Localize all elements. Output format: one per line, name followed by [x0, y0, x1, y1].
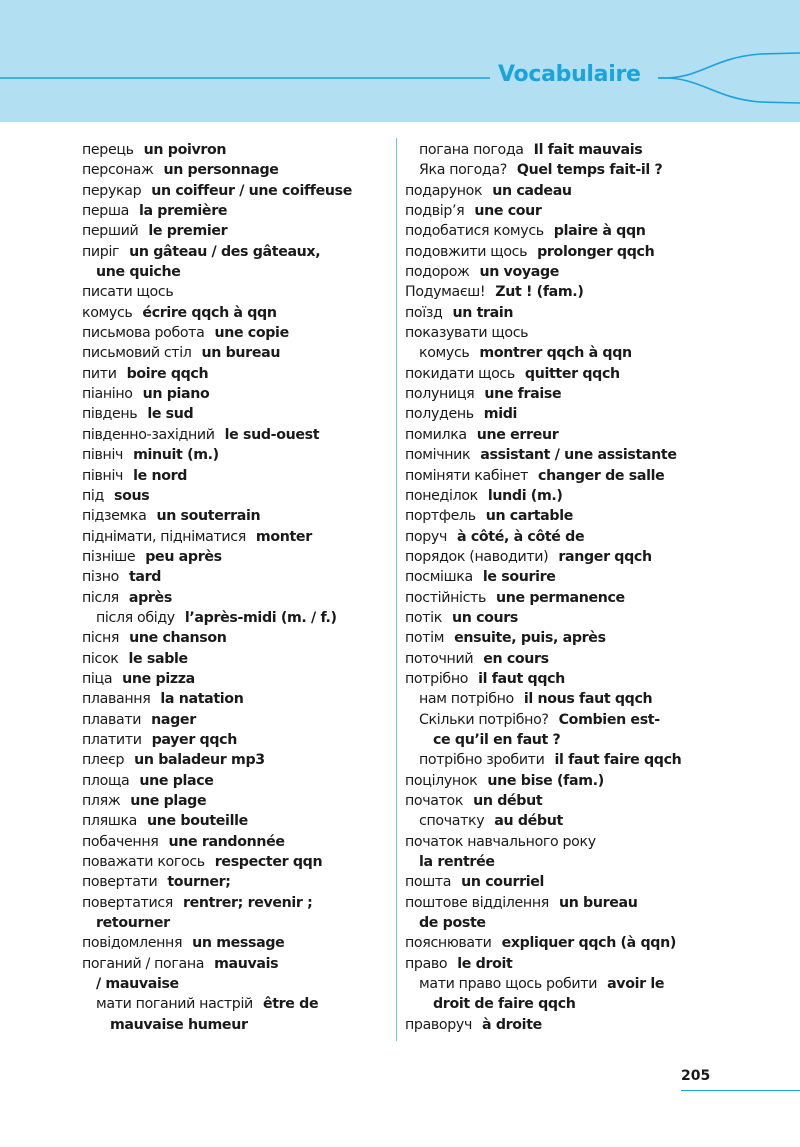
vocab-entry — [405, 994, 725, 1014]
vocab-entry — [405, 771, 725, 791]
french-term: une fraise — [484, 386, 562, 403]
vocab-entry — [405, 791, 725, 811]
ukrainian-term: перший — [82, 223, 139, 240]
vocab-entry — [82, 425, 392, 445]
vocab-entry — [82, 994, 392, 1014]
vocab-entry — [405, 364, 725, 384]
ukrainian-term: пісня — [82, 630, 120, 647]
vocab-entry — [82, 750, 392, 770]
ukrainian-term: пізніше — [82, 548, 136, 565]
vocab-entry — [405, 425, 725, 445]
vocab-entry — [82, 872, 392, 892]
french-term: un personnage — [163, 162, 279, 179]
ukrainian-term: порядок (наводити) — [405, 548, 549, 565]
vocab-entry — [82, 303, 392, 323]
ukrainian-term: піаніно — [82, 386, 133, 403]
ukrainian-term: північ — [82, 467, 124, 484]
french-term: expliquer qqch (à qqn) — [501, 935, 676, 952]
ukrainian-term: показувати щось — [405, 325, 529, 342]
french-term: l’après-midi (m. / f.) — [184, 609, 337, 626]
ukrainian-term: полуниця — [405, 386, 475, 403]
french-term: minuit (m.) — [133, 447, 219, 464]
vocab-entry — [82, 160, 392, 180]
vocab-entry — [405, 384, 725, 404]
french-term: il nous faut qqch — [523, 691, 653, 708]
french-term: droit de faire qqch — [433, 996, 576, 1013]
french-term: une copie — [214, 325, 289, 342]
french-term: un message — [192, 935, 285, 952]
vocab-entry — [82, 486, 392, 506]
ukrainian-term: праворуч — [405, 1016, 473, 1033]
vocab-entry — [82, 384, 392, 404]
french-term: une randonnée — [168, 833, 285, 850]
ukrainian-term: потрібно зробити — [419, 752, 545, 769]
french-term: être de — [262, 996, 319, 1013]
french-term: nager — [151, 711, 196, 728]
vocab-entry — [82, 608, 392, 628]
vocab-entry — [82, 466, 392, 486]
ukrainian-term: поганий / погана — [82, 955, 205, 972]
french-term: à côté, à côté de — [457, 528, 585, 545]
vocab-entry — [405, 567, 725, 587]
vocab-entry — [405, 872, 725, 892]
vocab-entry — [82, 282, 392, 302]
ukrainian-term: південно-західний — [82, 426, 215, 443]
ukrainian-term: після обіду — [96, 609, 175, 626]
french-term: monter — [255, 528, 312, 545]
french-term: à droite — [482, 1016, 542, 1033]
french-term: assistant / une assistante — [480, 447, 677, 464]
ukrainian-term: пиріг — [82, 243, 120, 260]
french-term: un piano — [142, 386, 210, 403]
ukrainian-term: повертати — [82, 874, 158, 891]
vocab-entry — [82, 933, 392, 953]
vocab-entry — [405, 303, 725, 323]
ukrainian-term: Яка погода? — [419, 162, 507, 179]
ukrainian-term: перукар — [82, 182, 142, 199]
french-term: une erreur — [476, 426, 559, 443]
vocab-entry — [405, 933, 725, 953]
french-term: de poste — [419, 915, 486, 932]
ukrainian-term: початок — [405, 793, 464, 809]
french-term: un coiffeur / une coiffeuse — [151, 182, 352, 199]
ukrainian-term: покидати щось — [405, 365, 515, 382]
french-term: un train — [452, 304, 514, 321]
vocab-entry — [405, 221, 725, 241]
vocab-entry — [82, 506, 392, 526]
vocab-column-left — [82, 140, 392, 1035]
french-term: après — [128, 589, 172, 606]
ukrainian-term: право — [405, 955, 448, 972]
ukrainian-term: підземка — [82, 508, 147, 525]
french-term: il faut faire qqch — [554, 752, 682, 769]
vocab-entry — [405, 547, 725, 567]
ukrainian-term: мати право щось робити — [419, 976, 598, 993]
ukrainian-term: плавання — [82, 691, 151, 708]
french-term: ensuite, puis, après — [454, 630, 606, 647]
vocab-entry — [405, 913, 725, 933]
french-term: un cartable — [485, 508, 573, 525]
vocab-entry — [405, 262, 725, 282]
ukrainian-term: пояснювати — [405, 935, 492, 952]
ukrainian-term: пити — [82, 365, 117, 382]
page-number: 205 — [681, 1068, 711, 1084]
vocab-entry — [82, 201, 392, 221]
ukrainian-term: письмовий стіл — [82, 345, 192, 362]
vocab-entry — [82, 527, 392, 547]
french-term: le sud — [147, 406, 194, 423]
french-term: un baladeur mp3 — [134, 752, 265, 769]
vocab-entry — [405, 588, 725, 608]
french-term: le sud-ouest — [224, 426, 320, 443]
vocab-entry — [405, 201, 725, 221]
ukrainian-term: полудень — [405, 406, 474, 423]
vocab-entry — [82, 730, 392, 750]
french-term: un bureau — [558, 894, 638, 911]
ukrainian-term: пляж — [82, 793, 121, 809]
french-term: mauvais — [214, 955, 279, 972]
vocab-entry — [405, 811, 725, 831]
ukrainian-term: платити — [82, 731, 142, 748]
header-banner — [0, 0, 800, 122]
ukrainian-term: нам потрібно — [419, 691, 514, 708]
french-term: une chanson — [129, 630, 227, 647]
french-term: lundi (m.) — [487, 487, 563, 504]
french-term: le sable — [128, 650, 188, 667]
vocab-entry — [405, 160, 725, 180]
french-term: boire qqch — [126, 365, 209, 382]
french-term: la première — [138, 203, 228, 220]
vocab-entry — [82, 852, 392, 872]
ukrainian-term: після — [82, 589, 119, 606]
vocab-entry — [82, 974, 392, 994]
vocab-entry — [405, 710, 725, 730]
vocab-entry — [405, 628, 725, 648]
vocab-entry — [82, 832, 392, 852]
vocab-entry — [82, 771, 392, 791]
page-title: Vocabulaire — [498, 62, 641, 87]
ukrainian-term: комусь — [419, 345, 470, 362]
french-term: une place — [139, 772, 214, 789]
french-term: écrire qqch à qqn — [142, 304, 277, 321]
french-term: une pizza — [122, 670, 195, 687]
ukrainian-term: Скільки потрібно? — [419, 711, 549, 728]
page-number-rule — [681, 1090, 800, 1091]
vocab-entry — [405, 323, 725, 343]
ukrainian-term: поїзд — [405, 304, 443, 321]
french-term: Il fait mauvais — [533, 142, 643, 158]
vocab-entry — [405, 527, 725, 547]
vocab-entry — [82, 567, 392, 587]
french-term: une bouteille — [147, 813, 248, 830]
ukrainian-term: посмішка — [405, 569, 473, 586]
ukrainian-term: комусь — [82, 304, 133, 321]
ukrainian-term: письмова робота — [82, 325, 205, 342]
french-term: une permanence — [495, 589, 625, 606]
french-term: Zut ! (fam.) — [495, 284, 584, 301]
ukrainian-term: північ — [82, 447, 124, 464]
ukrainian-term: поважати когось — [82, 854, 205, 871]
ukrainian-term: поточний — [405, 650, 474, 667]
ukrainian-term: під — [82, 487, 104, 504]
ukrainian-term: писати щось — [82, 284, 174, 301]
paddle-decoration-icon — [0, 0, 800, 122]
vocab-entry — [82, 262, 392, 282]
french-term: le droit — [457, 955, 513, 972]
vocab-entry — [82, 689, 392, 709]
vocab-entry — [405, 954, 725, 974]
ukrainian-term: постійність — [405, 589, 486, 606]
vocab-entry — [405, 343, 725, 363]
ukrainian-term: мати поганий настрій — [96, 996, 253, 1013]
vocab-entry — [405, 1015, 725, 1035]
ukrainian-term: спочатку — [419, 813, 485, 830]
ukrainian-term: потрібно — [405, 670, 469, 687]
vocab-entry — [82, 649, 392, 669]
french-term: tard — [128, 569, 162, 586]
french-term: / mauvaise — [96, 976, 179, 993]
vocab-entry — [405, 282, 725, 302]
french-term: tourner; — [167, 874, 231, 891]
french-term: retourner — [96, 915, 170, 932]
vocab-entry — [82, 547, 392, 567]
vocab-entry — [405, 181, 725, 201]
french-term: rentrer; revenir ; — [182, 894, 313, 911]
vocab-entry — [82, 893, 392, 913]
french-term: le nord — [133, 467, 188, 484]
french-term: un voyage — [479, 264, 560, 281]
vocab-entry — [82, 140, 392, 160]
ukrainian-term: перша — [82, 203, 129, 220]
ukrainian-term: портфель — [405, 508, 476, 525]
vocab-entry — [82, 628, 392, 648]
french-term: un courriel — [461, 874, 545, 891]
vocab-entry — [405, 242, 725, 262]
vocab-entry — [82, 242, 392, 262]
french-term: le sourire — [482, 569, 556, 586]
french-term: respecter qqn — [214, 854, 323, 871]
french-term: prolonger qqch — [537, 243, 655, 260]
ukrainian-term: подарунок — [405, 182, 483, 199]
vocab-entry — [405, 608, 725, 628]
french-term: une cour — [474, 203, 542, 220]
french-term: la rentrée — [419, 854, 495, 871]
french-term: Quel temps fait-il ? — [516, 162, 663, 179]
vocab-entry — [405, 832, 725, 852]
french-term: mauvaise humeur — [110, 1016, 248, 1033]
french-term: montrer qqch à qqn — [479, 345, 632, 362]
french-term: un cadeau — [492, 182, 572, 199]
french-term: en cours — [483, 650, 549, 667]
ukrainian-term: площа — [82, 772, 130, 789]
vocab-entry — [82, 404, 392, 424]
ukrainian-term: поміняти кабінет — [405, 467, 529, 484]
vocab-entry — [82, 445, 392, 465]
ukrainian-term: поруч — [405, 528, 447, 545]
ukrainian-term: південь — [82, 406, 138, 423]
vocab-entry — [82, 323, 392, 343]
ukrainian-term: перець — [82, 142, 134, 158]
vocab-entry — [405, 506, 725, 526]
ukrainian-term: подорож — [405, 264, 470, 281]
french-term: la natation — [160, 691, 244, 708]
vocab-entry — [405, 750, 725, 770]
vocab-entry — [405, 466, 725, 486]
vocab-entry — [82, 588, 392, 608]
vocab-entry — [405, 669, 725, 689]
french-term: le premier — [148, 223, 228, 240]
french-term: une bise (fam.) — [487, 772, 604, 789]
french-term: ranger qqch — [558, 548, 652, 565]
ukrainian-term: повідомлення — [82, 935, 183, 952]
vocab-entry — [405, 486, 725, 506]
vocab-entry — [82, 221, 392, 241]
french-term: une plage — [130, 793, 207, 809]
french-term: plaire à qqn — [553, 223, 646, 240]
vocab-entry — [82, 811, 392, 831]
vocab-entry — [82, 954, 392, 974]
vocab-entry — [82, 343, 392, 363]
french-term: midi — [483, 406, 518, 423]
vocab-entry — [82, 1015, 392, 1035]
ukrainian-term: плавати — [82, 711, 142, 728]
ukrainian-term: подобатися комусь — [405, 223, 544, 240]
vocab-column-right — [405, 140, 725, 1035]
vocab-entry — [405, 649, 725, 669]
ukrainian-term: Подумаєш! — [405, 284, 486, 301]
ukrainian-term: піднімати, підніматися — [82, 528, 246, 545]
ukrainian-term: понеділок — [405, 487, 478, 504]
ukrainian-term: погана погода — [419, 142, 524, 158]
vocab-entry — [82, 710, 392, 730]
vocab-entry — [82, 669, 392, 689]
ukrainian-term: помічник — [405, 447, 471, 464]
ukrainian-term: побачення — [82, 833, 159, 850]
french-term: un gâteau / des gâteaux, — [129, 243, 321, 260]
vocab-entry — [405, 730, 725, 750]
french-term: il faut qqch — [478, 670, 565, 687]
vocab-entry — [405, 404, 725, 424]
ukrainian-term: повертатися — [82, 894, 173, 911]
vocab-entry — [82, 913, 392, 933]
french-term: un poivron — [143, 142, 227, 158]
french-term: une quiche — [96, 264, 181, 281]
french-term: Combien est- — [558, 711, 660, 728]
ukrainian-term: подовжити щось — [405, 243, 528, 260]
french-term: payer qqch — [151, 731, 237, 748]
french-term: un cours — [451, 609, 519, 626]
ukrainian-term: піца — [82, 670, 113, 687]
vocab-entry — [405, 445, 725, 465]
french-term: ce qu’il en faut ? — [433, 731, 561, 748]
french-term: un début — [473, 793, 543, 809]
vocab-entry — [82, 791, 392, 811]
vocab-entry — [405, 852, 725, 872]
ukrainian-term: пісок — [82, 650, 119, 667]
ukrainian-term: потік — [405, 609, 442, 626]
french-term: au début — [494, 813, 563, 830]
vocab-entry — [82, 364, 392, 384]
french-term: un bureau — [201, 345, 281, 362]
vocab-entry — [405, 893, 725, 913]
vocab-entry — [82, 181, 392, 201]
ukrainian-term: подвір’я — [405, 203, 465, 220]
french-term: un souterrain — [156, 508, 261, 525]
french-term: peu après — [145, 548, 222, 565]
ukrainian-term: пізно — [82, 569, 119, 586]
ukrainian-term: помилка — [405, 426, 467, 443]
french-term: sous — [113, 487, 150, 504]
vocab-entry — [405, 140, 725, 160]
ukrainian-term: персонаж — [82, 162, 154, 179]
vocab-entry — [405, 974, 725, 994]
french-term: quitter qqch — [524, 365, 620, 382]
ukrainian-term: початок навчального року — [405, 833, 596, 850]
french-term: avoir le — [607, 976, 665, 993]
ukrainian-term: пляшка — [82, 813, 138, 830]
column-divider — [396, 138, 397, 1041]
ukrainian-term: потім — [405, 630, 445, 647]
ukrainian-term: пошта — [405, 874, 452, 891]
ukrainian-term: плеєр — [82, 752, 125, 769]
vocab-entry — [405, 689, 725, 709]
french-term: changer de salle — [538, 467, 665, 484]
ukrainian-term: поштове відділення — [405, 894, 549, 911]
ukrainian-term: поцілунок — [405, 772, 478, 789]
